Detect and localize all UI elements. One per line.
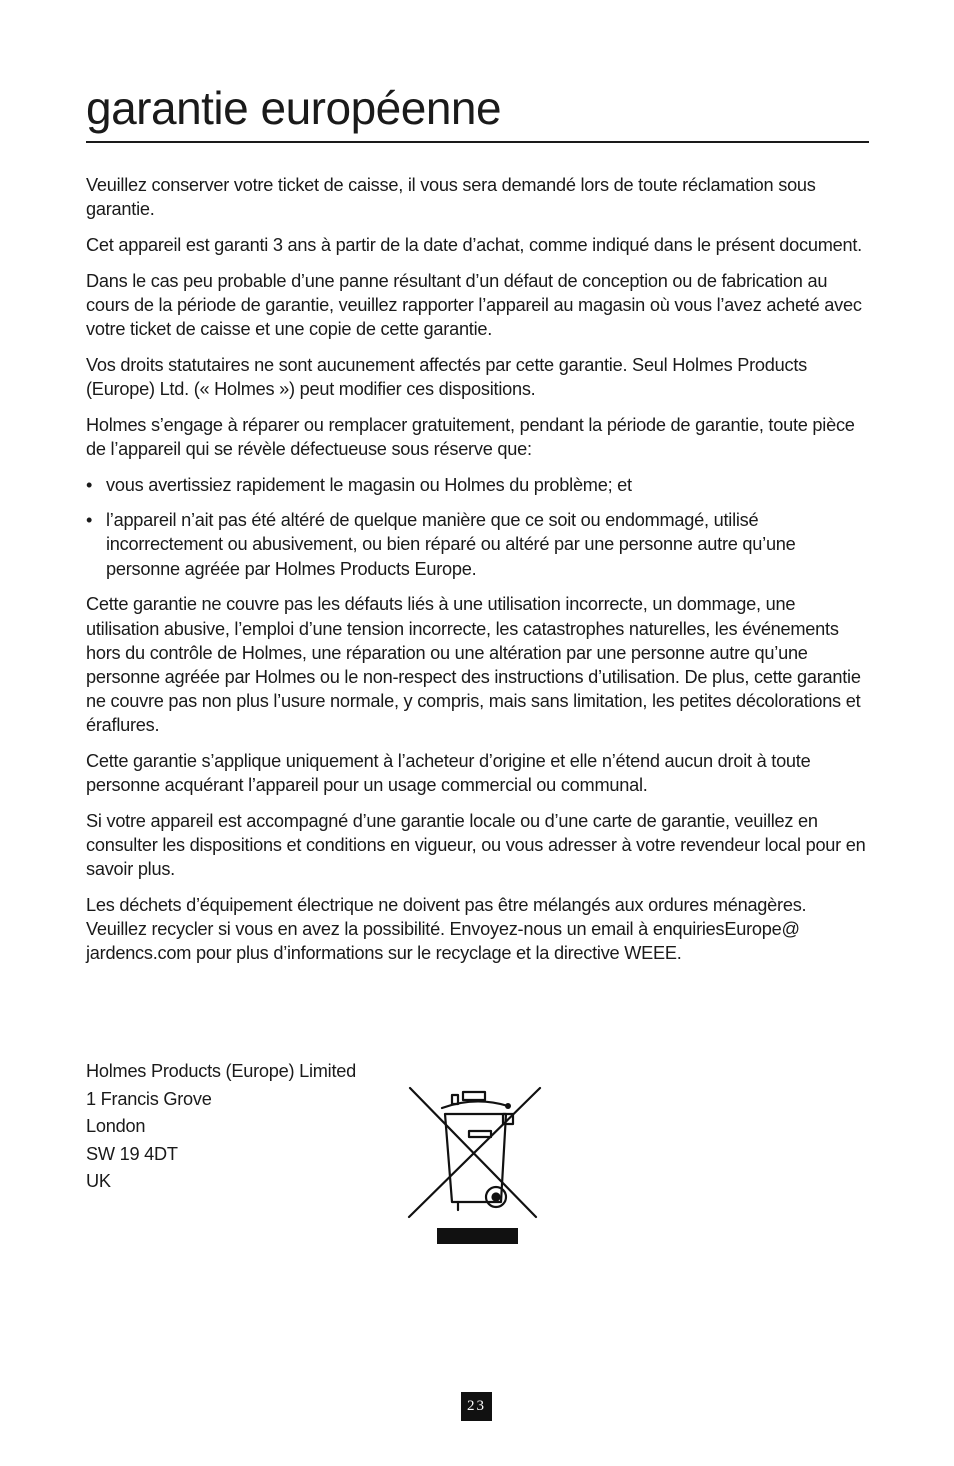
paragraph-local-warranty: Si votre appareil est accompagné d’une garantie locale ou d’une carte de garantie, veuillez en consulter les dispositions et conditions en vigueur, ou vous adresser à votre revendeur local pour en savoir plus. bbox=[86, 810, 866, 880]
paragraph-original-buyer: Cette garantie s’applique uniquement à l’acheteur d’origine et elle n’étend aucun droit à toute personne acquérant l’appareil pour un usage commercial ou communal. bbox=[86, 751, 811, 796]
list-item-text: vous avertissiez rapidement le magasin ou Holmes du problème; et bbox=[106, 474, 632, 495]
paragraph-weee: Les déchets d’équipement électrique ne doivent pas être mélangés aux ordures ménagères. Veuillez recycler si vous en avez la possibilité. Envoyez-nous un email à enquiriesEurope@ jardencs.com pour plus d’informations sur le recyclage et la directive WEEE. bbox=[86, 895, 807, 964]
paragraph-exclusions: Cette garantie ne couvre pas les défauts liés à une utilisation incorrecte, un dommage, une utilisation abusive, l’emploi d’une tension incorrecte, les catastrophes naturelles, les événements hors du contrôle de Holmes, une réparation ou une altération par une personne autre qu’une personne agréée par Holmes ou le non-respect des instructions d’utilisation. De plus, cette garantie ne couvre pas non plus l’usure normale, y compris, mais sans limitation, les petites décolorations et éraflures. bbox=[86, 594, 861, 736]
address-line: Holmes Products (Europe) Limited bbox=[86, 1061, 356, 1081]
warranty-body bbox=[86, 173, 869, 977]
paragraph-statutory-rights: Vos droits statutaires ne sont aucunement affectés par cette garantie. Seul Holmes Products (Europe) Ltd. (« Holmes ») peut modifier ces dispositions. bbox=[86, 354, 807, 399]
paragraph-receipt: Veuillez conserver votre ticket de caisse, il vous sera demandé lors de toute réclamation sous garantie. bbox=[86, 175, 816, 220]
address-line: London bbox=[86, 1116, 146, 1136]
list-item bbox=[86, 508, 869, 581]
company-address bbox=[86, 1058, 406, 1196]
page-number: 23 bbox=[461, 1392, 492, 1421]
title-divider bbox=[86, 141, 869, 143]
bullet-icon: • bbox=[86, 474, 93, 495]
paragraph-duration: Cet appareil est garanti 3 ans à partir de la date d’achat, comme indiqué dans le présent document. bbox=[86, 234, 862, 255]
conditions-list bbox=[86, 473, 869, 581]
bullet-icon: • bbox=[86, 510, 93, 531]
list-item bbox=[86, 473, 869, 497]
paragraph-defect: Dans le cas peu probable d’une panne résultant d’un défaut de conception ou de fabrication au cours de la période de garantie, veuillez rapporter l’appareil au magasin où vous l’avez acheté avec votre ticket de caisse et une copie de cette garantie. bbox=[86, 270, 862, 340]
crossed-out-wheelie-bin-icon bbox=[400, 1080, 550, 1250]
address-line: SW 19 4DT bbox=[86, 1143, 178, 1164]
address-line: UK bbox=[86, 1171, 111, 1191]
page-title: garantie européenne bbox=[86, 82, 502, 134]
address-line: 1 Francis Grove bbox=[86, 1088, 212, 1109]
list-item-text: l’appareil n’ait pas été altéré de quelque manière que ce soit ou endommagé, utilisé incorrectement ou abusivement, ou bien réparé ou altéré par une personne autre qu’une personne agréée par Holmes Products Europe. bbox=[106, 510, 796, 579]
paragraph-repair-commitment: Holmes s’engage à réparer ou remplacer gratuitement, pendant la période de garantie, toute pièce de l’appareil qui se révèle défectueuse sous réserve que: bbox=[86, 414, 855, 459]
